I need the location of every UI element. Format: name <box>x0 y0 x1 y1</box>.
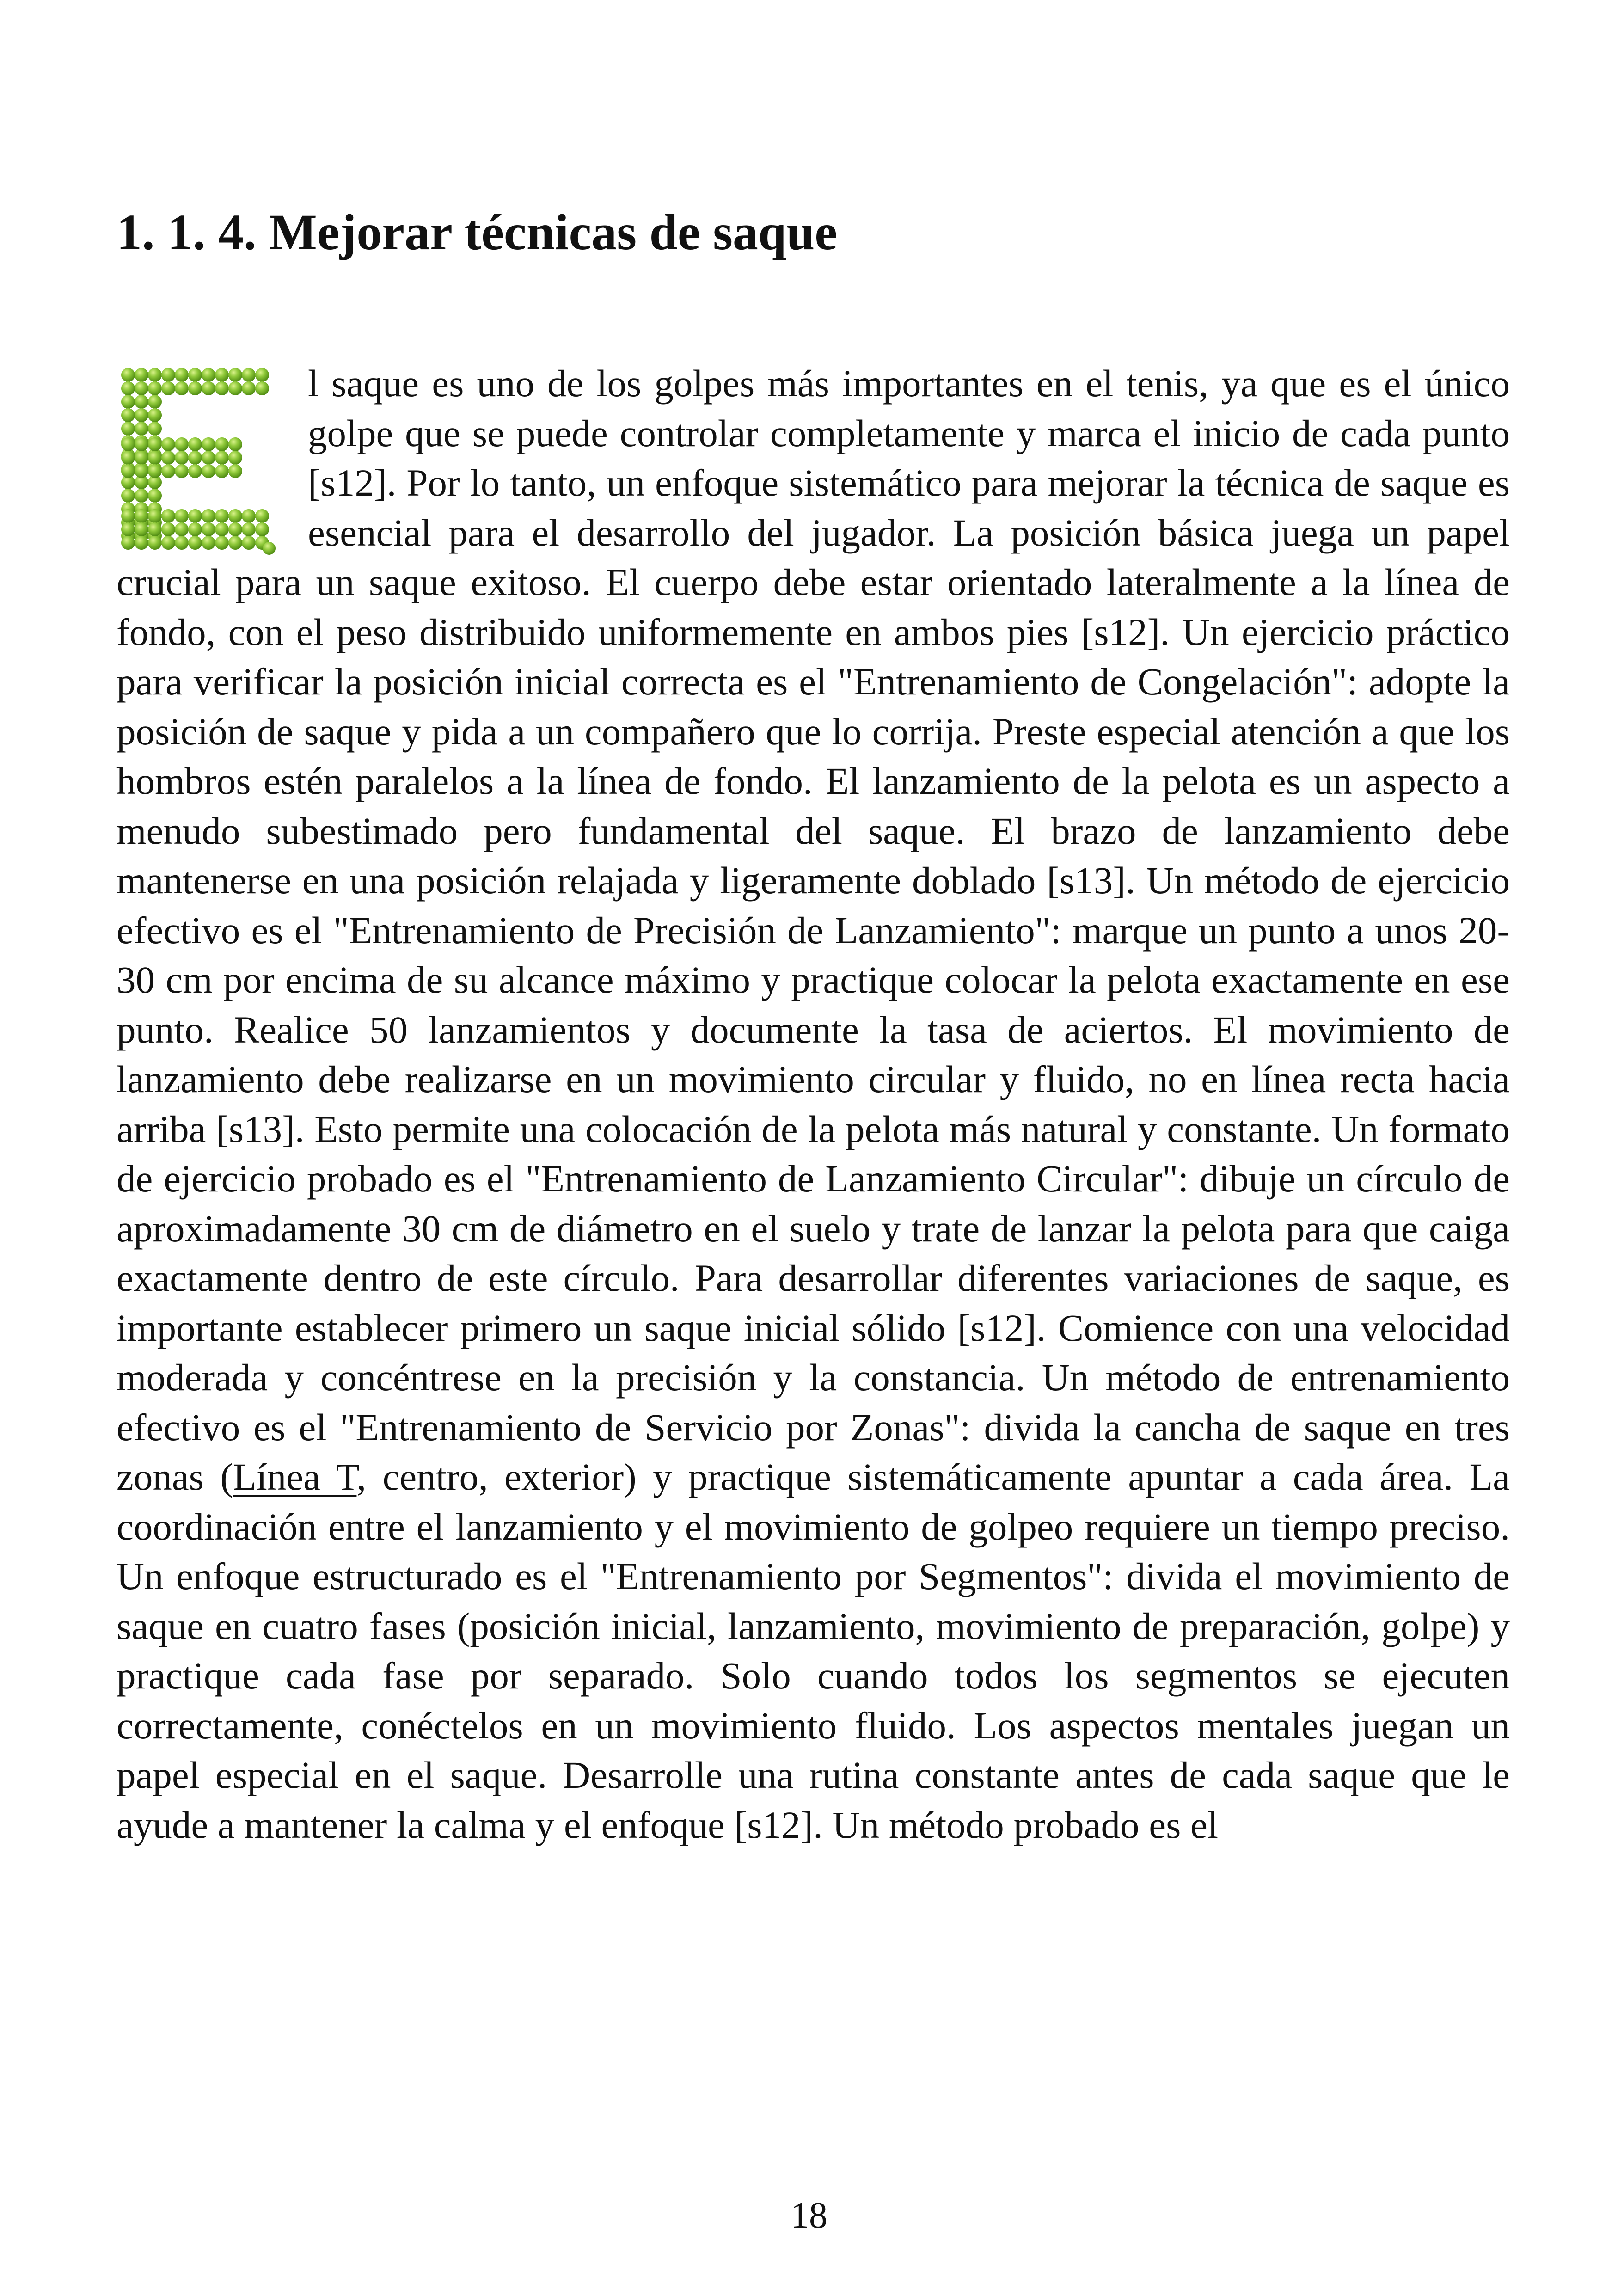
tennis-ball-dot <box>135 437 148 451</box>
tennis-ball-dot <box>148 522 162 536</box>
tennis-ball-dot <box>148 381 162 395</box>
tennis-ball-dot <box>175 464 189 478</box>
tennis-ball-dot <box>121 437 135 451</box>
tennis-ball-dot <box>148 489 162 503</box>
tennis-ball-dot <box>215 451 229 465</box>
tennis-ball-dot <box>135 522 148 536</box>
tennis-ball-dot <box>148 509 162 523</box>
tennis-ball-dot <box>228 509 242 523</box>
tennis-ball-dot <box>121 368 135 382</box>
tennis-ball-dot <box>202 536 215 550</box>
tennis-ball-dot <box>202 464 215 478</box>
tennis-ball-dot <box>135 422 148 436</box>
tennis-ball-dot <box>188 509 202 523</box>
tennis-ball-dot <box>121 489 135 503</box>
tennis-ball-dot <box>161 509 175 523</box>
tennis-ball-dot <box>135 451 148 465</box>
tennis-ball-dot <box>228 522 242 536</box>
tennis-ball-dot <box>188 536 202 550</box>
tennis-ball-dot <box>242 522 256 536</box>
tennis-ball-dot <box>161 381 175 395</box>
paragraph-text-part1: l saque es uno de los golpes más importantes en el tenis, ya que es el único golpe que se puede controlar completamente y marca el inicio de cada punto [s12]. Por lo tanto, un enfoque sistemático para mejorar la técnica de saque es esencial para el desarrollo del jugador. La posición básica juega un papel crucial para un saque exitoso. El cuerpo debe estar orientado lateralmente a la línea de fondo, con el peso distribuido uniformemente en ambos pies [s12]. Un ejercicio práctico para verificar la posición inicial correcta es el "Entrenamiento de Congelación": adopte la posición de saque y pida a un compañero que lo corrija. Preste especial atención a que los hombros estén paralelos a la línea de fondo. El lanzamiento de la pelota es un aspecto a menudo subestimado pero fundamental del saque. El brazo de lanzamiento debe mantenerse en una posición relajada y ligeramente doblado [s13]. Un método de ejercicio efectivo es el "Entrenamiento de Precisión de Lanzamiento": marque un punto a unos 20-30 cm por encima de su alcance máximo y practique colocar la pelota exactamente en ese punto. Realice 50 lanzamientos y documente la tasa de aciertos. El movimiento de lanzamiento debe realizarse en un movimiento circular y fluido, no en línea recta hacia arriba [s13]. Esto permite una colocación de la pelota más natural y constante. Un formato de ejercicio probado es el "Entrenamiento de Lanzamiento Circular": dibuje un círculo de aproximadamente 30 cm de diámetro en el suelo y trate de lanzar la pelota para que caiga exactamente dentro de este círculo. Para desarrollar diferentes variaciones de saque, es importante establecer primero un saque inicial sólido [s12]. Comience con una velocidad moderada y concéntrese en la precisión y la constancia. Un método de entrenamiento efectivo es el "Entrenamiento de Servicio por Zonas": divida la cancha de saque en tres zonas ( <box>116 362 1510 1498</box>
tennis-ball-dot <box>121 536 135 550</box>
tennis-ball-dot <box>121 451 135 465</box>
tennis-ball-dot <box>242 368 256 382</box>
tennis-ball-dot <box>175 509 189 523</box>
tennis-ball-dot <box>188 437 202 451</box>
tennis-ball-dot <box>148 408 162 422</box>
tennis-ball-dot <box>202 522 215 536</box>
tennis-ball-dot <box>263 542 276 555</box>
tennis-ball-dot <box>121 509 135 523</box>
tennis-ball-dot <box>121 395 135 409</box>
tennis-ball-dot <box>161 368 175 382</box>
tennis-ball-dot <box>228 437 242 451</box>
tennis-ball-dot <box>215 522 229 536</box>
tennis-ball-dot <box>242 381 256 395</box>
tennis-ball-dot <box>175 437 189 451</box>
tennis-ball-dot <box>188 464 202 478</box>
tennis-ball-dot <box>215 437 229 451</box>
paragraph-text-part2: , centro, exterior) y practique sistemáticamente apuntar a cada área. La coordinación entre el lanzamiento y el movimiento de golpeo requiere un tiempo preciso. Un enfoque estructurado es el "Entrenamiento por Segmentos": divida el movimiento de saque en cuatro fases (posición inicial, lanzamiento, movimiento de preparación, golpe) y practique cada fase por separado. Solo cuando todos los segmentos se ejecuten correctamente, conéctelos en un movimiento fluido. Los aspectos mentales juegan un papel especial en el saque. Desarrolle una rutina constante antes de cada saque que le ayude a mantener la calma y el enfoque [s12]. Un método probado es el <box>116 1455 1510 1846</box>
tennis-ball-dot <box>255 522 269 536</box>
tennis-ball-dot <box>242 536 256 550</box>
body-paragraph <box>116 359 1510 1850</box>
tennis-ball-dot <box>202 381 215 395</box>
tennis-ball-dot <box>135 408 148 422</box>
tennis-ball-dot <box>202 437 215 451</box>
tennis-ball-dot <box>121 381 135 395</box>
tennis-ball-dot <box>228 536 242 550</box>
tennis-ball-dot <box>161 437 175 451</box>
tennis-ball-dot <box>188 451 202 465</box>
tennis-ball-dot <box>135 536 148 550</box>
tennis-ball-dot <box>161 464 175 478</box>
tennis-ball-dot <box>215 381 229 395</box>
tennis-ball-dot <box>175 522 189 536</box>
tennis-ball-dot <box>175 368 189 382</box>
tennis-ball-dot <box>255 509 269 523</box>
tennis-ball-dot <box>255 368 269 382</box>
tennis-ball-dot <box>148 437 162 451</box>
tennis-ball-dot <box>121 422 135 436</box>
tennis-ball-dot <box>215 536 229 550</box>
tennis-ball-dot <box>242 509 256 523</box>
tennis-ball-dot <box>135 395 148 409</box>
linea-t-link[interactable]: Línea T <box>233 1455 357 1498</box>
section-heading: 1. 1. 4. Mejorar técnicas de saque <box>116 204 838 260</box>
tennis-ball-dot <box>121 522 135 536</box>
tennis-ball-dot <box>121 464 135 478</box>
tennis-ball-dot <box>135 489 148 503</box>
tennis-ball-dot <box>202 451 215 465</box>
tennis-ball-dot <box>175 536 189 550</box>
tennis-ball-dot <box>175 451 189 465</box>
tennis-ball-dot <box>215 509 229 523</box>
tennis-ball-dot <box>215 464 229 478</box>
tennis-ball-dot <box>148 422 162 436</box>
tennis-ball-dot <box>148 451 162 465</box>
tennis-ball-dot <box>188 381 202 395</box>
tennis-ball-dot <box>215 368 229 382</box>
tennis-ball-dot <box>135 464 148 478</box>
tennis-ball-dot <box>228 464 242 478</box>
tennis-ball-dot <box>148 536 162 550</box>
tennis-ball-dot <box>135 368 148 382</box>
tennis-ball-dot <box>202 368 215 382</box>
tennis-ball-dot <box>255 381 269 395</box>
tennis-ball-dot <box>148 368 162 382</box>
tennis-ball-dot <box>161 522 175 536</box>
tennis-ball-dot <box>135 509 148 523</box>
page-number: 18 <box>791 2195 827 2236</box>
tennis-ball-dot <box>161 536 175 550</box>
tennis-ball-dot <box>121 408 135 422</box>
tennis-ball-dot <box>148 395 162 409</box>
tennis-ball-dot <box>148 464 162 478</box>
tennis-ball-dot <box>228 381 242 395</box>
dropcap-e-icon <box>116 363 279 556</box>
tennis-ball-dot <box>202 509 215 523</box>
tennis-ball-dot <box>228 451 242 465</box>
tennis-ball-dot <box>188 368 202 382</box>
tennis-ball-dot <box>135 381 148 395</box>
tennis-ball-dot <box>161 451 175 465</box>
tennis-ball-dot <box>175 381 189 395</box>
tennis-ball-dot <box>228 368 242 382</box>
tennis-ball-dot <box>188 522 202 536</box>
